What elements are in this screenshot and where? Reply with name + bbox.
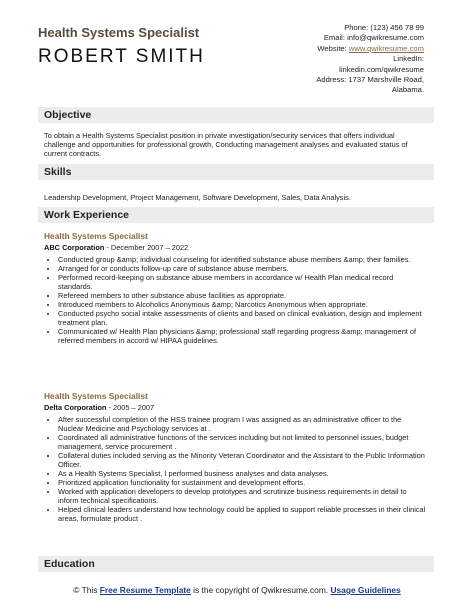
- skills-text: Leadership Development, Project Management, Software Development, Sales, Data Analysis.: [44, 193, 351, 202]
- job-bullet: • Conducted psycho social intake assessments of clients and based on clinical evaluation, design and implement treatment plan.: [58, 309, 428, 327]
- footer-prefix: This: [79, 585, 100, 595]
- contact-email: Email: info@qwikresume.com: [323, 33, 424, 43]
- job-bullet: • As a Health Systems Specialist, I performed business analyses and data analyses.: [58, 469, 428, 478]
- company-name: ABC Corporation: [44, 243, 105, 252]
- skills-section-bar: [38, 164, 434, 180]
- header-job-title: Health Systems Specialist: [38, 25, 200, 40]
- education-section-bar: [38, 556, 434, 572]
- job-title: Health Systems Specialist: [44, 391, 148, 401]
- contact-phone: Phone: (123) 456 78 99: [344, 23, 424, 32]
- company-name: Delta Corporation: [44, 403, 107, 412]
- contact-website: [224, 44, 424, 54]
- copyright-footer: [0, 585, 474, 595]
- copyright-icon: ©: [73, 585, 80, 595]
- contact-info: [224, 23, 424, 96]
- objective-text: To obtain a Health Systems Specialist position in private investigation/security services that offers individual challenge and opportunities for professional growth, Conducting management analyses and evaluated status of current contracts.: [44, 131, 408, 158]
- contact-address-line2: Alabama.: [391, 85, 424, 95]
- footer-middle: is the copyright of Qwikresume.com.: [190, 585, 331, 595]
- education-title: Education: [44, 558, 95, 570]
- job-bullets: [44, 415, 428, 523]
- job-bullet: • Refereed members to other substance abuse facilities as appropriate.: [58, 291, 428, 300]
- job-bullet: • Introduced members to Alcoholics Anonymous &amp; Narcotics Anonymous when appropriate.: [58, 300, 428, 309]
- job-bullet: • Conducted group &amp; individual counseling for identified substance abuse members &amp; their families.: [58, 255, 428, 264]
- job-bullet: • Worked with application developers to develop prototypes and scrutinize business requirements in detail to inform technical specifications.: [58, 487, 428, 505]
- usage-guidelines-link[interactable]: Usage Guidelines: [330, 585, 401, 595]
- job-bullet: • Coordinated all administrative functions of the services including but not limited to personnel issues, budget management, service procurement .: [58, 433, 428, 451]
- job-bullet: • Arranged for or conducts follow-up care of substance abuse members.: [58, 264, 428, 273]
- job-entry: [44, 392, 428, 523]
- job-bullet: • Prioritized application functionality for sustainment and development efforts.: [58, 478, 428, 487]
- resume-header: [0, 0, 474, 110]
- job-entry: [44, 232, 428, 345]
- experience-title: Work Experience: [44, 209, 130, 221]
- website-label: Website:: [317, 43, 349, 53]
- job-dates: - December 2007 – 2022: [104, 243, 189, 252]
- contact-address-line1: Address: 1737 Marshville Road,: [316, 75, 424, 85]
- job-bullet: • After successful completion of the HSS trainee program I was assigned as an administrative officer to the Nuclear Medicine and Psychology services at .: [58, 415, 428, 433]
- contact-linkedin-value: linkedin.com/qwikresume: [339, 64, 424, 74]
- candidate-name: ROBERT SMITH: [38, 46, 205, 67]
- job-bullet: • Communicated w/ Health Plan physicians &amp; professional staff regarding progress &amp; management of referred members in accord w/ HIPAA guidelines.: [58, 327, 428, 345]
- job-company-line: [44, 243, 428, 252]
- job-dates: - 2005 – 2007: [106, 403, 155, 412]
- job-bullet: • Performed record-keeping on substance abuse members in accordance w/ Health Plan medical record standards.: [58, 273, 428, 291]
- job-bullet: • Helped clinical leaders understand how technology could be applied to support reliable processes in their clinical areas, formulate product .: [58, 505, 428, 523]
- job-bullet: • Collateral duties included serving as the Minority Veteran Coordinator and the Assistant to the Public Information Officer.: [58, 451, 428, 469]
- objective-section-bar: [38, 107, 434, 123]
- job-title: Health Systems Specialist: [44, 231, 148, 241]
- free-resume-template-link[interactable]: Free Resume Template: [99, 585, 191, 595]
- contact-linkedin-label: LinkedIn:: [393, 54, 424, 64]
- job-bullets: [44, 255, 428, 345]
- skills-title: Skills: [44, 166, 72, 178]
- website-link[interactable]: www.qwikresume.com: [348, 43, 424, 53]
- objective-title: Objective: [44, 109, 92, 121]
- job-company-line: [44, 403, 428, 412]
